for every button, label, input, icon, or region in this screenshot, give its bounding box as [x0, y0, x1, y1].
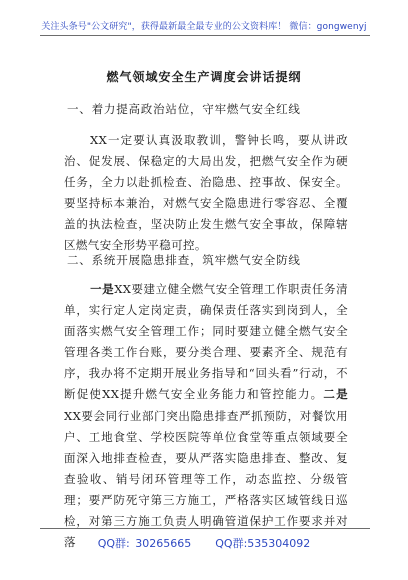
- footer-qq-group-1: QQ群: 30265665: [97, 537, 192, 550]
- footer-contact: [0, 535, 408, 551]
- section-2-heading: 二、系统开展隐患排查，筑牢燃气安全防线: [67, 253, 301, 267]
- section-1-paragraph: [64, 130, 348, 257]
- point-1-lead: 一是: [90, 282, 115, 296]
- section-1-heading: 一、着力提高政治站位，守牢燃气安全红线: [67, 102, 301, 116]
- document-title: 燃气领域安全生产调度会讲话提纲: [106, 70, 302, 84]
- header-banner: 关注头条号"公文研究"，获得最新最全最专业的公文资料库！ 微信：gongwenyj: [41, 22, 367, 32]
- footer-qq-group-2: QQ群:535304092: [215, 537, 311, 550]
- point-1-text: XX要建立健全燃气安全管理工作职责任务清单，实行定人定岗定责，确保责任落实到岗到人，全面落实燃气安全管理工作；同时要建立健全燃气安全管理各类工作台账，要分类合理、要素齐全、规范有序，我办将不定期开展业务指导和“回头看”行动，不断促使XX提升燃气安全业务能力和管控能力。: [64, 282, 348, 402]
- point-2-lead: 二是: [323, 387, 348, 402]
- section-1-text: XX一定要认真汲取教训，警钟长鸣，要从讲政治、促发展、保稳定的大局出发，把燃气安全作为硬任务，全力以赴抓检查、治隐患、控事故、保安全。要坚持标本兼治，对燃气安全隐患进行零容忍、全覆盖的执法检查，坚决防止发生燃气安全事故，保障辖区燃气安全形势平稳可控。: [64, 133, 348, 253]
- header-divider: [40, 35, 370, 36]
- point-2-text: XX要会同行业部门突出隐患排查严抓预防，对餐饮用户、工地食堂、学校医院等单位食堂等重点领域要全面深入地排查检查，要从严落实隐患排查、整改、复查验收、销号闭环管理等工作，动态监控、分级管理；要严防死守第三方施工，严格落实区域管线日巡检，对第三方施工负责人明确管道保护工作要求并对落: [64, 408, 348, 550]
- footer-divider: [40, 528, 370, 529]
- section-2-paragraph: [64, 279, 348, 553]
